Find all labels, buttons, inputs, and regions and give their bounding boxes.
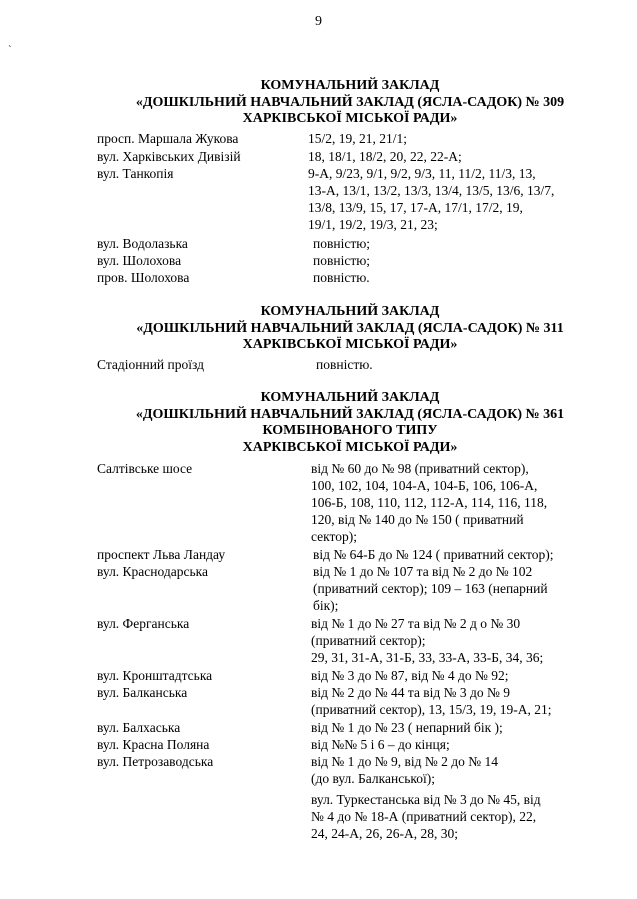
house-list: [311, 667, 605, 684]
street-name: вул. Танкопія: [97, 166, 174, 181]
house-line: від № 1 до № 27 та від № 2 д о № 30: [311, 616, 521, 631]
heading-line: КОМУНАЛЬНИЙ ЗАКЛАД: [260, 390, 440, 405]
street-name: вул. Ферганська: [97, 616, 190, 631]
street-name: вул. Водолазька: [97, 236, 188, 251]
house-list: [313, 563, 607, 614]
street-name: Стадіонний проїзд: [97, 357, 204, 372]
house-line: вул. Туркестанська від № 3 до № 45, від: [311, 792, 541, 807]
street-name: вул. Балхаська: [97, 720, 181, 735]
street-name: проспект Льва Ландау: [97, 547, 226, 562]
house-list: [311, 736, 605, 753]
house-list: [311, 719, 605, 736]
street-name: Салтівське шосе: [97, 461, 193, 476]
house-line: повністю;: [313, 253, 371, 268]
house-line: від № 1 до № 23 ( непарний бік );: [311, 720, 503, 735]
house-line: від № 60 до № 98 (приватний сектор),: [311, 461, 529, 476]
house-line: 18, 18/1, 18/2, 20, 22, 22-А;: [308, 149, 462, 164]
heading-line: «ДОШКІЛЬНИЙ НАВЧАЛЬНИЙ ЗАКЛАД (ЯСЛА-САДОК) № 361: [135, 406, 565, 422]
heading-line: ХАРКІВСЬКОЇ МІСЬКОЇ РАДИ»: [242, 439, 458, 455]
street-name: вул. Шолохова: [97, 253, 182, 268]
heading-line: ХАРКІВСЬКОЇ МІСЬКОЇ РАДИ»: [242, 111, 458, 126]
house-line: (приватний сектор);: [311, 633, 426, 648]
house-line: 9-А, 9/23, 9/1, 9/2, 9/3, 11, 11/2, 11/3, 13,: [308, 166, 536, 181]
house-line: бік);: [313, 598, 339, 613]
heading-line: ХАРКІВСЬКОЇ МІСЬКОЇ РАДИ»: [242, 337, 458, 352]
house-list: [311, 460, 605, 545]
house-line: від № 2 до № 44 та від № 3 до № 9: [311, 685, 511, 700]
page-number: 9: [315, 14, 322, 29]
house-line: № 4 до № 18-А (приватний сектор), 22,: [311, 809, 537, 824]
street-name: пров. Шолохова: [97, 270, 190, 285]
house-list: [311, 615, 605, 666]
house-list: [308, 165, 602, 233]
house-list: [308, 130, 602, 147]
house-line: (приватний сектор), 13, 15/3, 19, 19-А, 21;: [311, 702, 552, 717]
street-name: вул. Краснодарська: [97, 564, 208, 579]
section-heading-361: [60, 390, 637, 456]
house-line: (приватний сектор); 109 – 163 (непарний: [313, 581, 548, 596]
house-line: повністю.: [313, 270, 370, 285]
heading-line: КОМУНАЛЬНИЙ ЗАКЛАД: [260, 78, 440, 93]
house-line: від № 1 до № 9, від № 2 до № 14: [311, 754, 498, 769]
house-list: [313, 269, 607, 286]
house-line: 100, 102, 104, 104-А, 104-Б, 106, 106-А,: [311, 478, 538, 493]
house-line: від № 1 до № 107 та від № 2 до № 102: [313, 564, 533, 579]
section-heading-311: [60, 304, 637, 354]
house-line: від №№ 5 і 6 – до кінця;: [311, 737, 450, 752]
house-line: повністю;: [313, 236, 371, 251]
street-name: вул. Харківських Дивізій: [97, 149, 241, 164]
house-line: (до вул. Балканської);: [311, 771, 435, 786]
house-line: 15/2, 19, 21, 21/1;: [308, 131, 408, 146]
heading-line: «ДОШКІЛЬНИЙ НАВЧАЛЬНИЙ ЗАКЛАД (ЯСЛА-САДОК) № 309: [135, 94, 565, 110]
house-line: від № 64-Б до № 124 ( приватний сектор);: [313, 547, 554, 562]
house-list: [308, 148, 602, 165]
house-list: [311, 753, 605, 842]
house-line: повністю.: [316, 357, 373, 372]
house-line: 13/8, 13/9, 15, 17, 17-А, 17/1, 17/2, 19,: [308, 200, 523, 215]
house-line: 29, 31, 31-А, 31-Б, 33, 33-А, 33-Б, 34, 36;: [311, 650, 544, 665]
house-list: [313, 235, 607, 252]
house-line: 120, від № 140 до № 150 ( приватний: [311, 512, 524, 527]
street-name: вул. Петрозаводська: [97, 754, 214, 769]
house-list: [313, 546, 607, 563]
house-line: 24, 24-А, 26, 26-А, 28, 30;: [311, 826, 458, 841]
house-line: 106-Б, 108, 110, 112, 112-А, 114, 116, 118,: [311, 495, 548, 510]
house-list: [313, 252, 607, 269]
house-list: [316, 356, 610, 373]
street-name: вул. Красна Поляна: [97, 737, 210, 752]
house-line: 13-А, 13/1, 13/2, 13/3, 13/4, 13/5, 13/6, 13/7,: [308, 183, 555, 198]
house-line: 19/1, 19/2, 19/3, 21, 23;: [308, 217, 438, 232]
street-name: вул. Кронштадтська: [97, 668, 213, 683]
heading-line: КОМУНАЛЬНИЙ ЗАКЛАД: [260, 304, 440, 319]
house-line: від № 3 до № 87, від № 4 до № 92;: [311, 668, 509, 683]
heading-line: КОМБІНОВАНОГО ТИПУ: [262, 423, 438, 438]
section-heading-309: [60, 78, 637, 128]
house-line: сектор);: [311, 529, 357, 544]
street-name: вул. Балканська: [97, 685, 188, 700]
house-list: [311, 684, 605, 718]
scan-mark: `: [8, 44, 12, 56]
heading-line: «ДОШКІЛЬНИЙ НАВЧАЛЬНИЙ ЗАКЛАД (ЯСЛА-САДОК) № 311: [136, 320, 564, 336]
street-name: просп. Маршала Жукова: [97, 131, 239, 146]
